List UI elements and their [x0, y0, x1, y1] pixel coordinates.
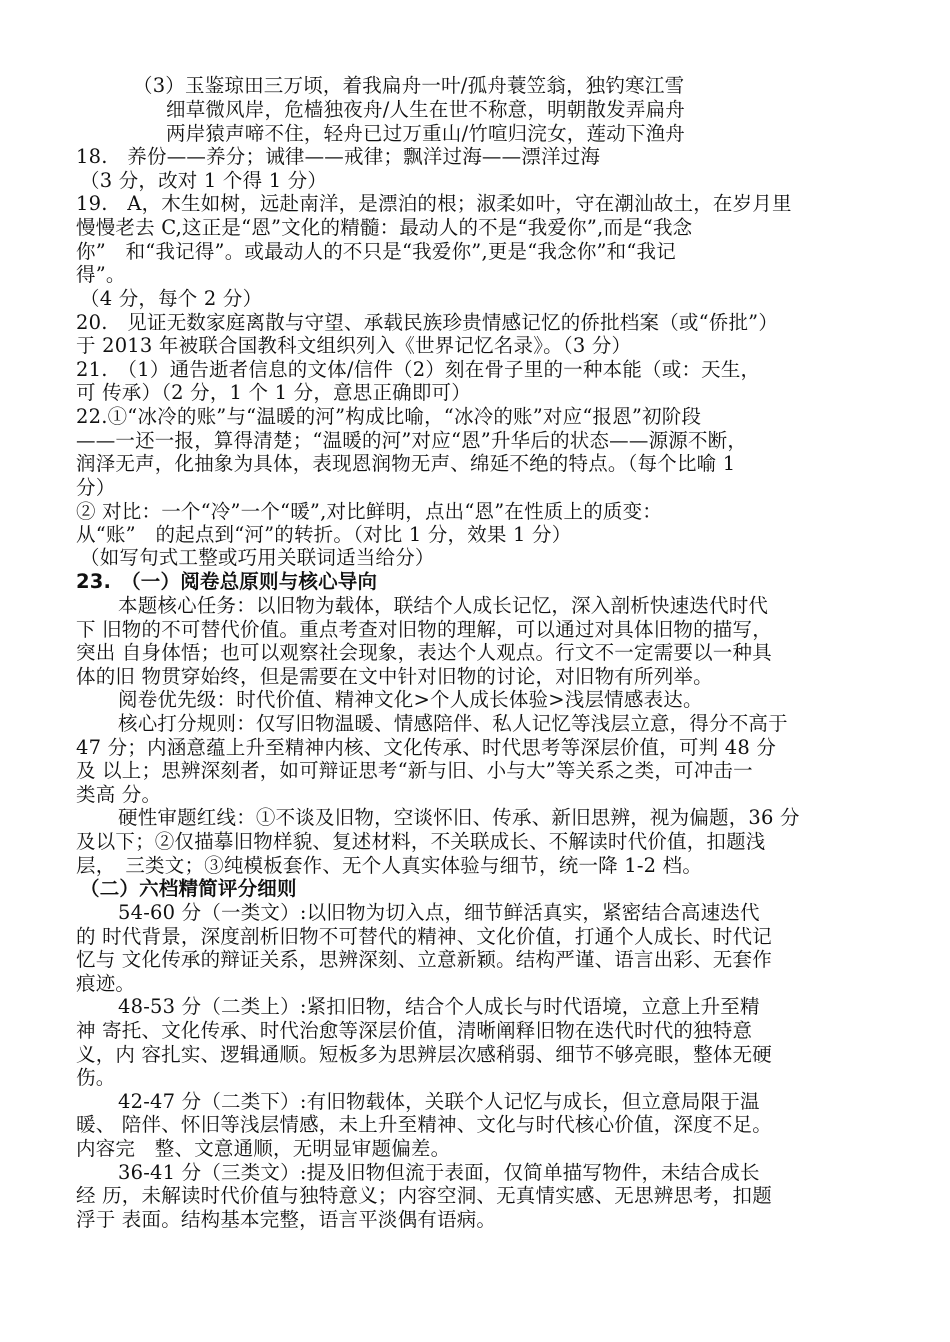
poem-answer-line-2: 细草微风岸，危樯独夜舟/人生在世不称意，明朝散发弄扁舟 — [166, 98, 685, 121]
q23-section-heading-2: （二）六档精简评分细则 — [80, 877, 297, 900]
q19-answer-line-2: 慢慢老去 C,这正是“恩”文化的精髓：最动人的不是“我爱你”,而是“我念 — [76, 216, 693, 239]
grade-54-60-line-2: 的 时代背景，深度剖析旧物不可替代的精神、文化价值，打通个人成长、时代记 — [76, 925, 772, 948]
grade-42-47-line-3: 内容完 整、文意通顺，无明显审题偏差。 — [76, 1137, 451, 1160]
q21-answer-line-1: 21. （1）通告逝者信息的文体/信件（2）刻在骨子里的一种本能（或：天生， — [76, 358, 761, 381]
poem-answer-line-1: （3）玉鉴琼田三万顷，着我扁舟一叶/孤舟蓑笠翁，独钓寒江雪 — [133, 74, 685, 97]
grade-54-60-line-3: 忆与 文化传承的辩证关系，思辨深刻、立意新颖。结构严谨、语言出彩、无套作 — [76, 948, 772, 971]
grade-36-41-line-2: 经 历，未解读时代价值与独特意义；内容空洞、无真情实感、无思辨思考，扣题 — [76, 1184, 772, 1207]
q23-scoring-rule-line-3: 及 以上；思辨深刻者，如可辩证思考“新与旧、小与大”等关系之类，可冲击一 — [76, 759, 753, 782]
q21-answer-line-2: 可 传承）（2 分，1 个 1 分，意思正确即可） — [76, 381, 471, 404]
q22-answer-line-4: 分） — [76, 476, 116, 499]
grade-42-47-line-1: 42-47 分（二类下）:有旧物载体，关联个人记忆与成长，但立意局限于温 — [118, 1090, 760, 1113]
q23-scoring-rule-line-1: 核心打分规则：仅写旧物温暖、情感陪伴、私人记忆等浅层立意，得分不高于 — [118, 712, 788, 735]
grade-54-60-line-4: 痕迹。 — [76, 972, 136, 995]
q23-scoring-rule-line-2: 47 分；内涵意蕴上升至精神内核、文化传承、时代思考等深层价值，可判 48 分 — [76, 736, 777, 759]
q19-answer-line-3: 你” 和“我记得”。或最动人的不只是“我爱你”,更是“我念你”和“我记 — [76, 240, 676, 263]
grade-54-60-line-1: 54-60 分（一类文）:以旧物为切入点，细节鲜活真实，紧密结合高速迭代 — [118, 901, 760, 924]
q22-answer-line-3: 润泽无声，化抽象为具体，表现恩润物无声、绵延不绝的特点。（每个比喻 1 — [76, 452, 736, 475]
grade-48-53-line-1: 48-53 分（二类上）:紧扣旧物，结合个人成长与时代语境，立意上升至精 — [118, 995, 760, 1018]
q23-priority: 阅卷优先级：时代价值、精神文化>个人成长体验>浅层情感表达。 — [118, 688, 703, 711]
grade-48-53-line-3: 义，内 容扎实、逻辑通顺。短板多为思辨层次感稍弱、细节不够亮眼，整体无硬 — [76, 1043, 772, 1066]
q23-red-line-line-3: 层， 三类文；③纯模板套作、无个人真实体验与细节，统一降 1-2 档。 — [76, 854, 703, 877]
grade-36-41-line-3: 浮于 表面。结构基本完整，语言平淡偶有语病。 — [76, 1208, 497, 1231]
q23-core-task-line-3: 突出 自身体悟；也可以观察社会现象，表达个人观点。行文不一定需要以一种具 — [76, 641, 772, 664]
q20-answer-line-2: 于 2013 年被联合国教科文组织列入《世界记忆名录》。（3 分） — [76, 334, 632, 357]
q22-answer-line-5: ② 对比：一个“冷”一个“暖”,对比鲜明，点出“恩”在性质上的质变： — [76, 500, 663, 523]
q19-scoring: （4 分，每个 2 分） — [80, 287, 263, 310]
q23-red-line-line-1: 硬性审题红线：①不谈及旧物，空谈怀旧、传承、新旧思辨，视为偏题，36 分 — [118, 806, 800, 829]
q22-answer-line-6: 从“账” 的起点到“河”的转折。（对比 1 分，效果 1 分） — [76, 523, 572, 546]
grade-48-53-line-4: 伤。 — [76, 1066, 116, 1089]
q19-answer-line-4: 得”。 — [76, 263, 126, 286]
q22-answer-line-1: 22.①“冰冷的账”与“温暖的河”构成比喻，“冰冷的账”对应“报恩”初阶段 — [76, 405, 702, 428]
q20-answer-line-1: 20. 见证无数家庭离散与守望、承载民族珍贵情感记忆的侨批档案（或“侨批”） — [76, 311, 779, 334]
q23-core-task-line-4: 体的旧 物贯穿始终，但是需要在文中针对旧物的讨论，对旧物有所列举。 — [76, 665, 713, 688]
grade-42-47-line-2: 暖、 陪伴、怀旧等浅层情感，未上升至精神、文化与时代核心价值，深度不足。 — [76, 1113, 772, 1136]
q18-answer: 18. 养份——养分；诫律——戒律；飘洋过海——漂洋过海 — [76, 145, 601, 168]
q23-section-heading-1: 23. （一）阅卷总原则与核心导向 — [76, 570, 378, 593]
grade-36-41-line-1: 36-41 分（三类文）:提及旧物但流于表面，仅简单描写物件，未结合成长 — [118, 1161, 760, 1184]
grade-48-53-line-2: 神 寄托、文化传承、时代治愈等深层价值，清晰阐释旧物在迭代时代的独特意 — [76, 1019, 753, 1042]
q22-scoring-note: （如写句式工整或巧用关联词适当给分） — [80, 546, 435, 569]
q18-scoring: （3 分，改对 1 个得 1 分） — [80, 169, 328, 192]
q23-red-line-line-2: 及以下；②仅描摹旧物样貌、复述材料，不关联成长、不解读时代价值，扣题浅 — [76, 830, 766, 853]
q23-scoring-rule-line-4: 类高 分。 — [76, 783, 162, 806]
q19-answer-line-1: 19. A，木生如树，远赴南洋，是漂泊的根；淑柔如叶，守在潮汕故土，在岁月里 — [76, 192, 792, 215]
q22-answer-line-2: ——一还一报，算得清楚；“温暖的河”对应“恩”升华后的状态——源源不断， — [76, 429, 748, 452]
q23-core-task-line-1: 本题核心任务：以旧物为载体，联结个人成长记忆，深入剖析快速迭代时代 — [118, 594, 769, 617]
poem-answer-line-3: 两岸猿声啼不住，轻舟已过万重山/竹喧归浣女，莲动下渔舟 — [166, 122, 685, 145]
q23-core-task-line-2: 下 旧物的不可替代价值。重点考查对旧物的理解，可以通过对具体旧物的描写， — [76, 618, 772, 641]
